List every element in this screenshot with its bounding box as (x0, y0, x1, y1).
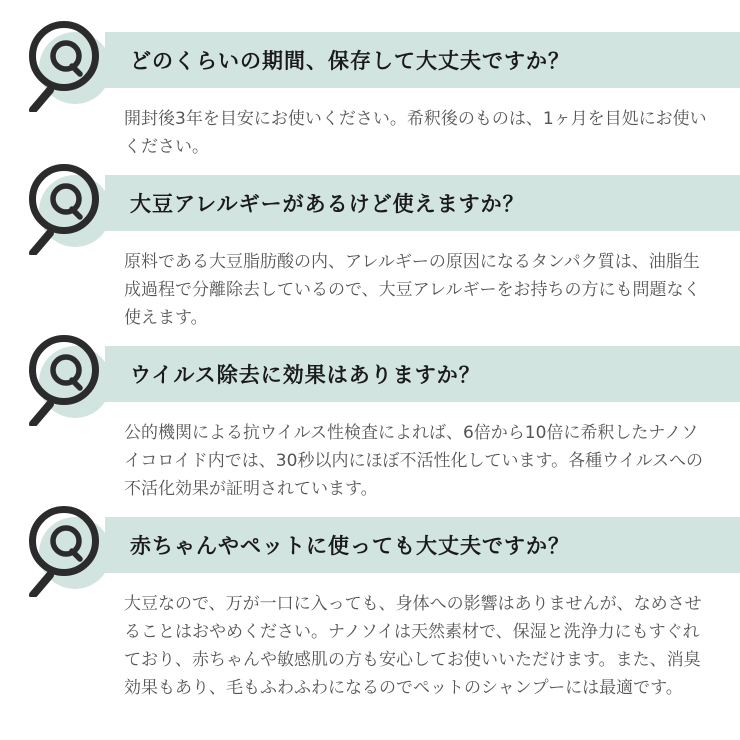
faq-item-2 (0, 175, 740, 332)
faq-item-4 (0, 517, 740, 702)
question-text: 大豆アレルギーがあるけど使えますか？ (130, 192, 525, 216)
magnifier-handle (33, 233, 50, 253)
question-text: 赤ちゃんやペットに使っても大丈夫ですか？ (130, 534, 570, 558)
answer-text: 原料である大豆脂肪酸の内、アレルギーの原因になるタンパク質は、油脂生成過程で分離除去しているので、大豆アレルギーをお持ちの方にも問題なく使えます。 (124, 252, 701, 328)
question-bar (105, 517, 740, 573)
question-text: どのくらいの期間、保存して大丈夫ですか？ (130, 49, 570, 73)
question-bar (105, 175, 740, 231)
question-text: ウイルス除去に効果はありますか？ (130, 363, 481, 387)
magnifier-q-icon (28, 20, 112, 112)
question-bar (105, 32, 740, 88)
faq-item-3 (0, 346, 740, 503)
magnifier-handle (33, 575, 50, 595)
magnifier-handle (33, 404, 50, 424)
answer-text: 開封後3年を目安にお使いください。希釈後のものは、1ヶ月を目処にお使いください。 (124, 109, 707, 157)
magnifier-q-icon (28, 505, 112, 597)
magnifier-q-icon (28, 334, 112, 426)
magnifier-q-icon (28, 163, 112, 255)
faq-item-1 (0, 32, 740, 161)
question-row (0, 175, 740, 231)
question-row (0, 32, 740, 88)
question-bar (105, 346, 740, 402)
answer-text: 公的機関による抗ウイルス性検査によれば、6倍から10倍に希釈したナノソイコロイド内では、30秒以内にほぼ不活性化しています。各種ウイルスへの不活化効果が証明されています。 (124, 423, 704, 499)
question-row (0, 517, 740, 573)
question-row (0, 346, 740, 402)
answer-text: 大豆なので、万が一口に入っても、身体への影響はありませんが、なめさせることはおやめください。ナノソイは天然素材で、保湿と洗浄力にもすぐれており、赤ちゃんや敏感肌の方も安心してお使いいただけます。また、消臭効果もあり、毛もふわふわになるのでペットのシャンプーには最適です。 (124, 594, 702, 698)
magnifier-handle (33, 90, 50, 110)
